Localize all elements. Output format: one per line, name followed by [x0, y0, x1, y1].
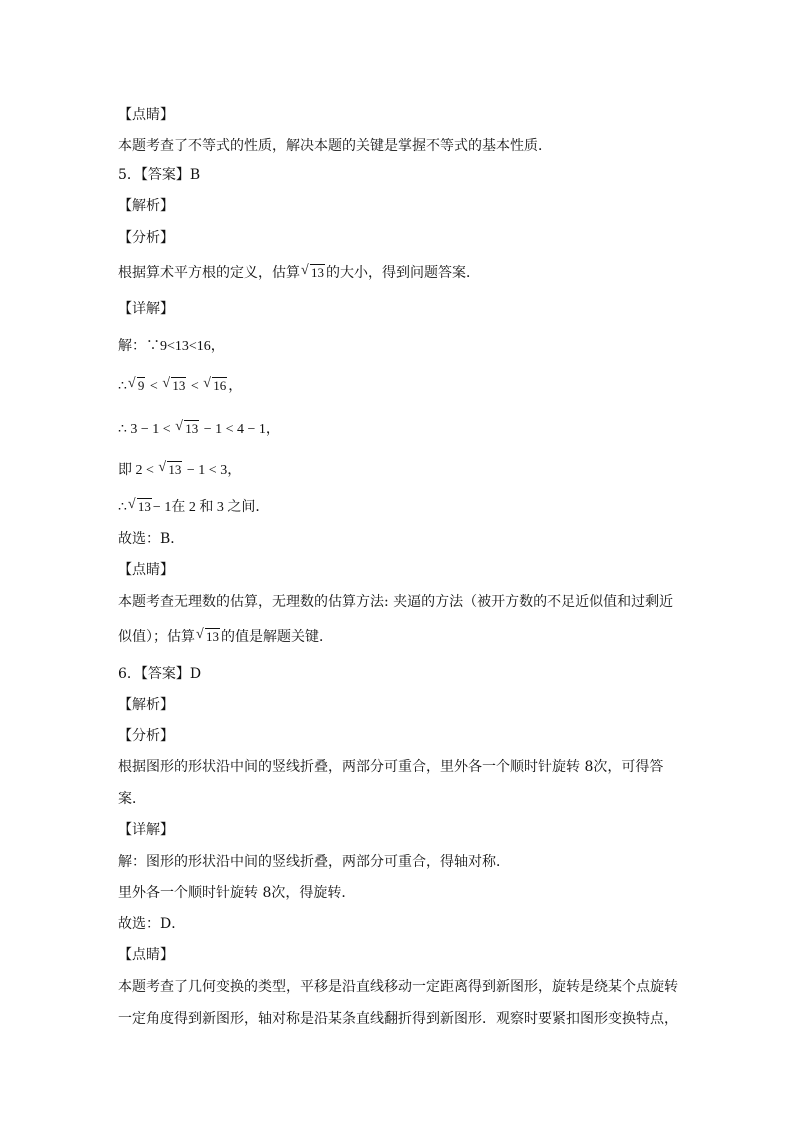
sqrt-13: [301, 264, 325, 283]
sqrt-13: [196, 628, 220, 647]
therefore-symbol: ∴: [118, 500, 127, 515]
answer-5: 5．【答案】B: [118, 167, 201, 183]
summary-text-5a: 本题考查无理数的估算，无理数的估算方法: 夹逼的方法（被开方数的不足近似值和过剩近: [118, 594, 674, 610]
summary-text-6a: 本题考查了几何变换的类型，平移是沿直线移动一定距离得到新图形，旋转是绕某个点旋转: [118, 979, 678, 995]
less-than: <: [190, 379, 199, 394]
text-segment: 似值）；估算: [118, 629, 195, 645]
radical-icon: √: [196, 627, 204, 642]
text-segment: 的值是解题关键．: [221, 629, 333, 645]
line-dianjing-6: 【点睛】: [118, 947, 174, 963]
text-segment: 的大小，得到问题答案．: [326, 265, 480, 281]
solution-6-line-1: 解：图形的形状沿中间的竖线折叠，两部分可重合，得轴对称．: [118, 854, 510, 870]
radicand: 9: [137, 378, 145, 393]
sqrt-13: [162, 377, 186, 396]
analysis-text-5: [118, 264, 480, 283]
radical-icon: √: [301, 263, 309, 278]
section-fenxi-6: 【分析】: [118, 728, 174, 744]
therefore-symbol: ∴: [118, 379, 127, 394]
text-segment: 根据算术平方根的定义，估算: [118, 265, 300, 281]
section-xiangjie-5: 【详解】: [118, 301, 174, 317]
solution-6-line-2: 里外各一个顺时针旋转 8次，得旋转．: [118, 885, 356, 901]
radicand: 13: [185, 421, 199, 436]
summary-text-1: 本题考查了不等式的性质，解决本题的关键是掌握不等式的基本性质．: [118, 138, 552, 154]
radical-icon: √: [127, 376, 136, 391]
radicand: 13: [172, 378, 186, 393]
summary-text-6b: 一定角度得到新图形，轴对称是沿某条直线翻折得到新图形．观察时要紧扣图形变换特点，: [118, 1011, 678, 1027]
text-segment: − 1 < 4 − 1，: [203, 422, 280, 437]
section-jiexi-6: 【解析】: [118, 697, 174, 713]
comma: ，: [228, 379, 243, 394]
solution-line-4: [118, 461, 241, 480]
text-segment: − 1在 2 和 3 之间．: [152, 500, 270, 515]
line-dianjing-1: 【点睛】: [118, 107, 174, 123]
radical-icon: √: [175, 419, 183, 434]
radicand: 16: [213, 378, 227, 393]
radicand: 13: [206, 629, 219, 644]
sqrt-13: [158, 461, 182, 480]
radicand: 13: [137, 499, 151, 514]
section-xiangjie-6: 【详解】: [118, 822, 174, 838]
radicand: 13: [311, 265, 324, 280]
sqrt-16: [203, 377, 227, 396]
sqrt-13: [128, 498, 152, 517]
line-dianjing-5: 【点睛】: [118, 562, 174, 578]
choice-6: 故选：D．: [118, 916, 186, 932]
section-jiexi-5: 【解析】: [118, 198, 174, 214]
solution-line-5: [118, 498, 269, 517]
choice-5: 故选：B．: [118, 531, 185, 547]
less-than: <: [149, 379, 158, 394]
solution-line-2: [118, 377, 242, 396]
summary-text-5b: [118, 628, 333, 647]
analysis-text-6b: 案．: [118, 791, 146, 807]
radical-icon: √: [127, 497, 136, 512]
text-segment: ∴ 3 − 1 <: [118, 422, 171, 437]
radical-icon: √: [203, 376, 211, 391]
text-segment: 即 2 <: [118, 463, 154, 478]
solution-line-1: 解：∵9<13<16，: [118, 339, 225, 354]
radical-icon: √: [158, 460, 167, 475]
analysis-text-6a: 根据图形的形状沿中间的竖线折叠，两部分可重合，里外各一个顺时针旋转 8次，可得答: [118, 759, 664, 775]
text-segment: − 1 < 3，: [186, 463, 242, 478]
section-fenxi-5: 【分析】: [118, 230, 174, 246]
answer-6: 6．【答案】D: [118, 666, 202, 682]
radicand: 13: [168, 462, 182, 477]
sqrt-9: [128, 377, 146, 396]
sqrt-13: [175, 420, 199, 439]
solution-line-3: [118, 420, 280, 439]
radical-icon: √: [162, 376, 171, 391]
